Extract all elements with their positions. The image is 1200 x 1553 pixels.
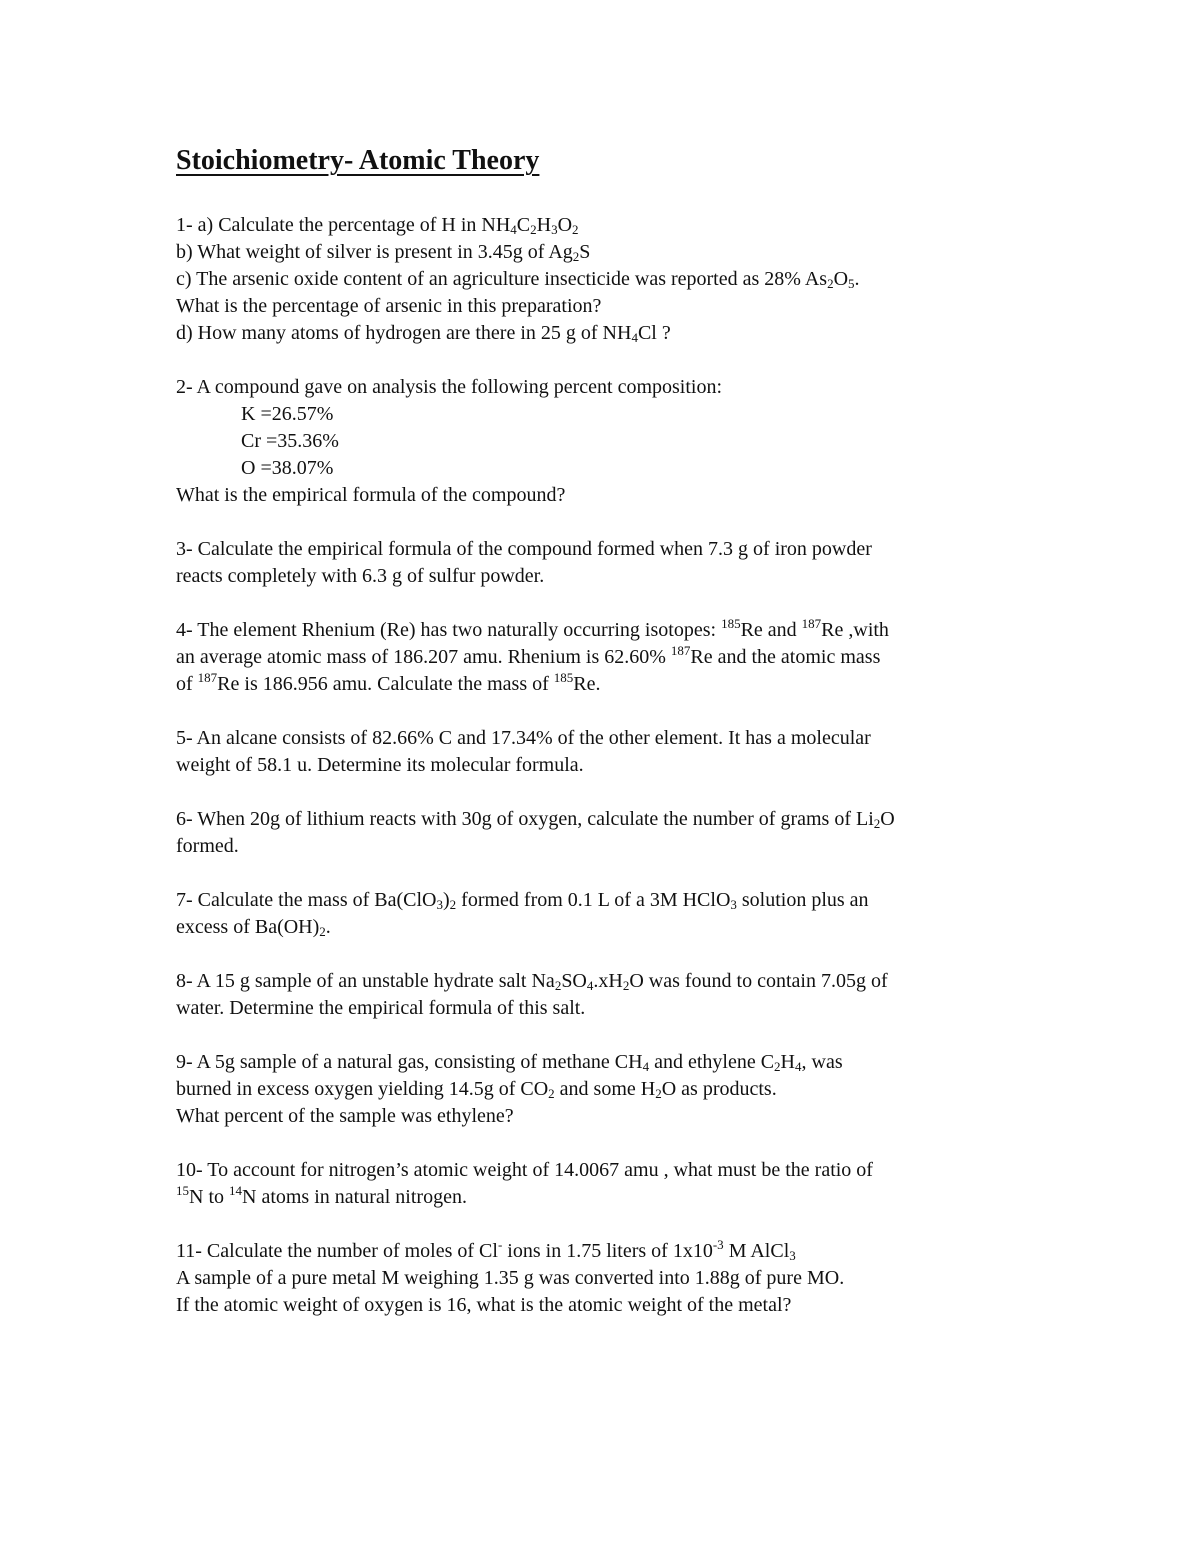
question-4-line-3: of $^{187}$Re is 186.956 amu. Calculate the mass of $^{185}$Re. xyxy=(176,670,601,695)
question-9-line-1: 9- A 5g sample of a natural gas, consisting of methane $CH_4$ and ethylene $C_2H_4$, was xyxy=(176,1051,843,1074)
question-11-line-3: If the atomic weight of oxygen is 16, what is the atomic weight of the metal? xyxy=(176,1294,792,1316)
question-5-line-1: 5- An alcane consists of 82.66% C and 17.34% of the other element. It has a molecular xyxy=(176,727,871,749)
question-11-line-2: A sample of a pure metal M weighing 1.35 g was converted into 1.88g of pure MO. xyxy=(176,1267,845,1289)
spacer xyxy=(176,1130,1056,1157)
question-10-line-1: 10- To account for nitrogen’s atomic weight of 14.0067 amu , what must be the ratio of xyxy=(176,1159,873,1181)
composition-chromium: Cr =35.36% xyxy=(241,430,339,452)
question-list xyxy=(176,212,1056,1319)
question-3-line-1: 3- Calculate the empirical formula of the compound formed when 7.3 g of iron powder xyxy=(176,538,872,560)
question-8 xyxy=(176,968,1056,1022)
spacer xyxy=(176,1211,1056,1238)
composition-oxygen: O =38.07% xyxy=(241,457,334,479)
question-5-line-2: weight of 58.1 u. Determine its molecular formula. xyxy=(176,754,584,776)
question-8-line-1: 8- A 15 g sample of an unstable hydrate salt $Na_2SO_4.xH_2O$ was found to contain 7.05g of xyxy=(176,970,888,993)
question-7 xyxy=(176,887,1056,941)
question-2 xyxy=(176,374,1056,509)
spacer xyxy=(176,590,1056,617)
spacer xyxy=(176,1022,1056,1049)
question-9-line-3: What percent of the sample was ethylene? xyxy=(176,1105,514,1127)
question-10 xyxy=(176,1157,1056,1211)
question-1c-continued: What is the percentage of arsenic in this preparation? xyxy=(176,295,602,317)
question-1d: d) How many atoms of hydrogen are there in 25 g of $NH_4Cl$ ? xyxy=(176,322,671,345)
question-4-line-2: an average atomic mass of 186.207 amu. Rhenium is 62.60% $^{187}$Re and the atomic mass xyxy=(176,643,881,668)
question-11-line-1: 11- Calculate the number of moles of Cl- ions in 1.75 liters of $1x10^{-3}$ M AlCl$_3$ xyxy=(176,1237,796,1263)
question-2-intro: 2- A compound gave on analysis the following percent composition: xyxy=(176,376,723,398)
question-6 xyxy=(176,806,1056,860)
spacer xyxy=(176,509,1056,536)
question-2-prompt: What is the empirical formula of the compound? xyxy=(176,484,566,506)
question-7-line-1: 7- Calculate the mass of $Ba(ClO_3)_2$ formed from 0.1 L of a 3M HClO$_3$ solution plus an xyxy=(176,889,869,912)
question-1a: 1- a) Calculate the percentage of H in $NH_4C_2H_3O_2$ xyxy=(176,214,579,237)
question-3-line-2: reacts completely with 6.3 g of sulfur powder. xyxy=(176,565,545,587)
question-1c: c) The arsenic oxide content of an agriculture insecticide was reported as 28% $As_2O_5$. xyxy=(176,268,860,291)
question-6-line-1: 6- When 20g of lithium reacts with 30g of oxygen, calculate the number of grams of $Li_2O$ xyxy=(176,808,895,831)
spacer xyxy=(176,698,1056,725)
question-6-line-2: formed. xyxy=(176,835,239,857)
question-4-line-1: 4- The element Rhenium (Re) has two naturally occurring isotopes: $^{185}$Re and $^{187}$Re ,with xyxy=(176,616,889,641)
question-3 xyxy=(176,536,1056,590)
question-7-line-2: excess of $Ba(OH)_2$. xyxy=(176,916,331,939)
question-1b: b) What weight of silver is present in 3.45g of $Ag_2S$ xyxy=(176,241,591,264)
question-9-line-2: burned in excess oxygen yielding 14.5g of $CO_2$ and some $H_2O$ as products. xyxy=(176,1078,777,1101)
spacer xyxy=(176,779,1056,806)
question-10-line-2: $^{15}$N to $^{14}$N atoms in natural nitrogen. xyxy=(176,1183,467,1208)
page-title: Stoichiometry- Atomic Theory xyxy=(176,145,540,176)
spacer xyxy=(176,941,1056,968)
spacer xyxy=(176,860,1056,887)
question-4 xyxy=(176,617,1056,698)
question-5 xyxy=(176,725,1056,779)
question-1 xyxy=(176,212,1056,347)
question-11 xyxy=(176,1238,1056,1319)
question-9 xyxy=(176,1049,1056,1130)
composition-potassium: K =26.57% xyxy=(241,403,334,425)
question-8-line-2: water. Determine the empirical formula of this salt. xyxy=(176,997,586,1019)
spacer xyxy=(176,347,1056,374)
